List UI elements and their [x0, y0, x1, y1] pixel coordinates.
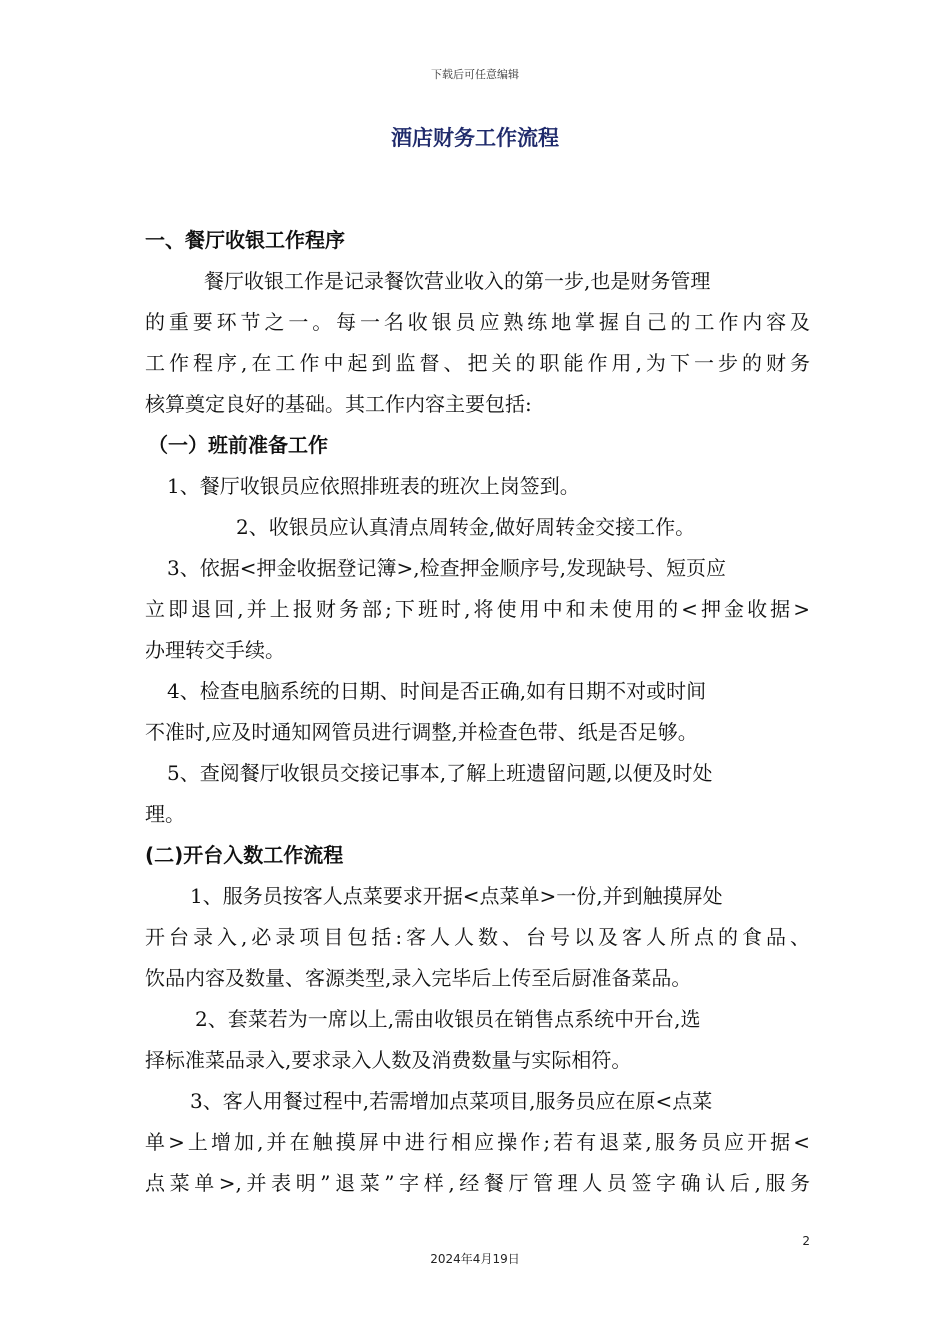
paragraph-line: 办理转交手续。	[145, 638, 285, 662]
paragraph-line: 饮品内容及数量、客源类型,录入完毕后上传至后厨准备菜品。	[145, 966, 692, 990]
paragraph-line: 择标准菜品录入,要求录入人数及消费数量与实际相符。	[145, 1048, 632, 1072]
paragraph-line: 点菜单>,并表明”退菜”字样,经餐厅管理人员签字确认后,服务	[145, 1171, 810, 1195]
paragraph-line: 的重要环节之一。每一名收银员应熟练地掌握自己的工作内容及	[145, 310, 810, 334]
paragraph-line: 立即退回,并上报财务部;下班时,将使用中和未使用的<押金收据>	[145, 597, 810, 621]
list-item: 3、客人用餐过程中,若需增加点菜项目,服务员应在原<点菜	[190, 1089, 713, 1113]
list-item: 1、餐厅收银员应依照排班表的班次上岗签到。	[167, 474, 580, 498]
page-number: 2	[802, 1234, 810, 1248]
subsection-heading-1: （一）班前准备工作	[148, 433, 328, 457]
footer-date: 2024年4月19日	[430, 1252, 520, 1266]
list-item: 2、套菜若为一席以上,需由收银员在销售点系统中开台,选	[195, 1007, 701, 1031]
document-title: 酒店财务工作流程	[391, 126, 559, 150]
section-heading-1: 一、餐厅收银工作程序	[145, 228, 345, 252]
list-item: 2、收银员应认真清点周转金,做好周转金交接工作。	[236, 515, 696, 539]
paragraph-line: 核算奠定良好的基础。其工作内容主要包括:	[145, 392, 532, 416]
list-item: 3、依据<押金收据登记簿>,检查押金顺序号,发现缺号、短页应	[167, 556, 726, 580]
document-body	[145, 220, 810, 1204]
paragraph-line: 理。	[145, 802, 185, 826]
subsection-heading-2: (二)开台入数工作流程	[145, 843, 344, 867]
paragraph-line: 不准时,应及时通知网管员进行调整,并检查色带、纸是否足够。	[145, 720, 698, 744]
list-item: 5、查阅餐厅收银员交接记事本,了解上班遗留问题,以便及时处	[167, 761, 713, 785]
paragraph-line: 餐厅收银工作是记录餐饮营业收入的第一步,也是财务管理	[204, 269, 711, 293]
list-item: 1、服务员按客人点菜要求开据<点菜单>一份,并到触摸屏处	[190, 884, 723, 908]
paragraph-line: 工作程序,在工作中起到监督、把关的职能作用,为下一步的财务	[145, 351, 810, 375]
paragraph-line: 单>上增加,并在触摸屏中进行相应操作;若有退菜,服务员应开据<	[145, 1130, 810, 1154]
header-note: 下载后可任意编辑	[431, 68, 519, 81]
paragraph-line: 开台录入,必录项目包括:客人人数、台号以及客人所点的食品、	[145, 925, 810, 949]
list-item: 4、检查电脑系统的日期、时间是否正确,如有日期不对或时间	[167, 679, 707, 703]
